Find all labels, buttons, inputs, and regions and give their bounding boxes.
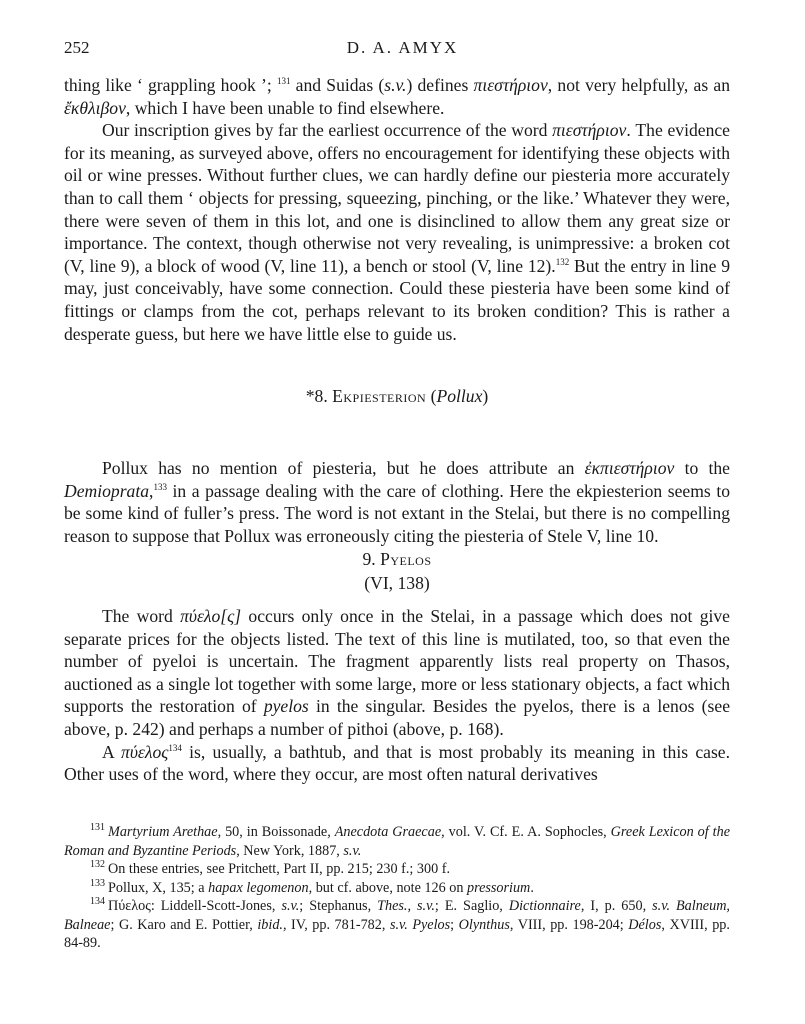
- footnote-134: $^{134}$ Πύελος: Liddell-Scott-Jones, s.v.; Stephanus, Thes., s.v.; E. Saglio, Dictionnaire, I, p. 650, s.v. Balneum, Balneae; G. Karo and E. Pottier, ibid., IV, pp. 781-782, s.v. Pyelos; Olynthus, VIII, pp. 198-204; Délos, XVIII, pp. 84-89.: [64, 896, 730, 951]
- footnote-ref-131[interactable]: 131: [276, 76, 291, 87]
- body-text-section-8: [64, 457, 730, 547]
- greek-word: ἐκπιεστήριον: [584, 458, 675, 478]
- footnotes: [64, 823, 730, 953]
- paragraph-3: Pollux has no mention of piesteria, but he does attribute an ἐκπιεστήριον to the Demioprata,$^{133}$ in a passage dealing with the care of clothing. Here the ekpiesterion seems to be some kind of fuller’s press. The word is not extant in the Stelai, but there is no compelling reason to suppose that Pollux was erroneously citing the piesteria of Stele V, line 10.: [64, 458, 730, 546]
- running-head: D. A. AMYX: [346, 38, 459, 57]
- body-text-section-9: [64, 605, 730, 786]
- page-number: 252: [64, 38, 90, 57]
- greek-word: πύελο[ς]: [180, 606, 242, 626]
- greek-word: πιεστήριον: [552, 120, 627, 141]
- footnote-133: $^{133}$ Pollux, X, 135; a hapax legomenon, but cf. above, note 126 on pressorium.: [90, 877, 534, 896]
- footnote-132: $^{132}$ On these entries, see Pritchett, Part II, pp. 215; 230 f.; 300 f.: [90, 859, 451, 877]
- section-heading-9: 9. Pyelos: [362, 549, 432, 569]
- footnote-ref-134[interactable]: 134: [168, 742, 182, 753]
- footnote-ref-132[interactable]: 132: [555, 256, 570, 267]
- greek-word: πύελος: [121, 741, 169, 762]
- footnote-131: $^{131}$ Martyrium Arethae, 50, in Boissonade, Anecdota Graecae, vol. V. Cf. E. A. Sophocles, Greek Lexicon of the Roman and Byzantine Periods, New York, 1887, s.v.: [64, 822, 730, 859]
- paragraph-4: The word πύελο[ς] occurs only once in the Stelai, in a passage which does not give separate prices for the objects listed. The text of this line is mutilated, too, so that even the number of pyeloi is uncertain. The fragment apparently lists real property on Thasos, auctioned as a single lot together with some large, more or less stationary objects, a fact which supports the restoration of pyelos in the singular. Besides the pyelos, there is a lenos (see above, p. 242) and perhaps a number of pithoi (above, p. 168).: [64, 606, 730, 739]
- footnote-ref-133[interactable]: 133: [153, 481, 167, 492]
- page-header: [64, 38, 741, 62]
- greek-word: ἔκθλιβον: [64, 97, 126, 118]
- body-text-top: [64, 74, 730, 345]
- section-reference: (VI, 138): [364, 573, 430, 593]
- paragraph-1: thing like ‘ grappling hook ’; $^{131}$ and Suidas (s.v.) defines πιεστήριον, not very helpfully, as an ἔκθλιβον, which I have been unable to find elsewhere.: [64, 75, 730, 118]
- greek-word: πιεστήριον: [473, 75, 548, 95]
- paragraph-5: A πύελος$^{134}$ is, usually, a bathtub, and that is most probably its meaning in this case. Other uses of the word, where they occur, are most often natural derivatives: [64, 741, 730, 785]
- section-heading-8: *8. Ekpiesterion (Pollux): [305, 386, 489, 406]
- paragraph-2: Our inscription gives by far the earliest occurrence of the word πιεστήριον. The evidence for its meaning, as surveyed above, offers no encouragement for identifying these objects with oil or wine presses. Without further clues, we can hardly define our piesteria more accurately than to call them ‘ objects for pressing, squeezing, pinching, or the like.’ Whatever they were, there were seven of them in this lot, and one is disinclined to allow them any great size or importance. The context, though otherwise not very revealing, is unimpressive: a broken cot (V, line 9), a block of wood (V, line 11), a bench or stool (V, line 12).$^{132}$ But the entry in line 9 may, just conceivably, have some connection. Could these piesteria have been some kind of fittings or clamps from the cot, perhaps relevant to its broken condition? This is rather a desperate guess, but here we have little else to guide us.: [64, 120, 730, 344]
